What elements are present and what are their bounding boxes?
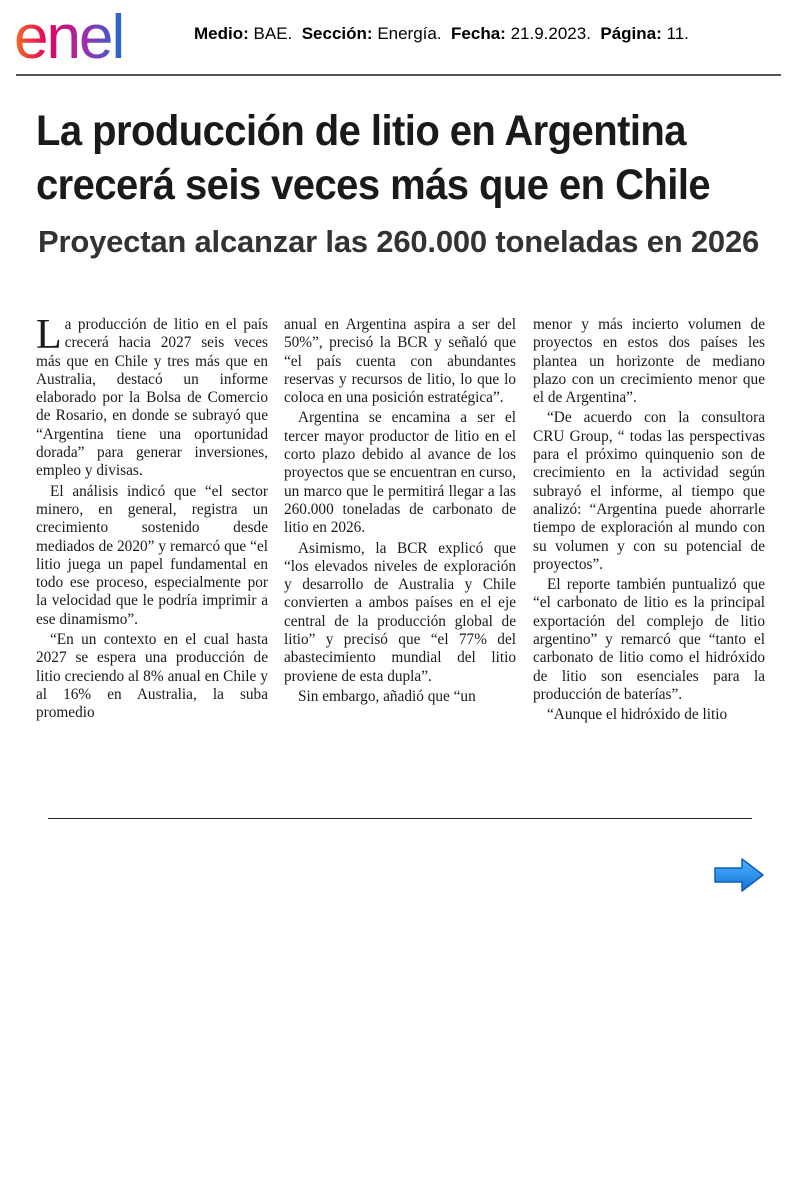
- medio-label: Medio:: [194, 24, 249, 43]
- paragraph: menor y más incierto volumen de proyectos en estos dos países les plantea un horizonte de mediano plazo con un crecimiento menor que el de Argentina”.: [533, 316, 765, 407]
- arrow-right-icon[interactable]: [712, 856, 766, 894]
- seccion-label: Sección:: [301, 24, 373, 43]
- paragraph: El análisis indicó que “el sector minero, en general, registra un crecimiento sostenido desde mediados de 2020” y remarcó que “el litio juega un papel fundamental en todo ese proceso, especialmente por la velocidad que le podría imprimir a ese dinamismo”.: [36, 482, 268, 628]
- seccion-value: Energía.: [377, 24, 442, 43]
- article-headline: [36, 104, 724, 212]
- article-column-2: [284, 316, 516, 708]
- page-header: [0, 0, 800, 76]
- paragraph: “Aunque el hidróxido de litio: [547, 706, 728, 724]
- paragraph: Asimismo, la BCR explicó que “los elevados niveles de exploración y desarrollo de Australia y Chile convierten a ambos países en el eje central de la producción global de litio” y precisó que “el 77% del abastecimiento mundial del litio proviene de esta dupla”.: [284, 539, 516, 685]
- pagina-value: 11.: [666, 24, 689, 43]
- medio-value: BAE.: [253, 24, 293, 43]
- article-column-3: [533, 316, 765, 727]
- logo-text: enel: [14, 6, 124, 66]
- fecha-label: Fecha:: [451, 24, 506, 43]
- paragraph: El reporte también puntualizó que “el carbonato de litio es la principal exportación del complejo de litio argentino” y remarcó que “tanto el carbonato de litio como el hidróxido de litio son esenciales para la producción de baterías”.: [533, 576, 765, 703]
- headline-line-1: La producción de litio en Argentina: [36, 107, 686, 155]
- paragraph: La producción de litio en el país crecerá hacia 2027 seis veces más que en Chile y tres más que en Australia, destacó un informe elaborado por la Bolsa de Comercio de Rosario, en donde se subrayó que “Argentina tiene una oportunidad dorada” para generar inversiones, empleo y divisas.: [36, 312, 268, 480]
- article-subheadline: Proyectan alcanzar las 260.000 toneladas en 2026: [38, 224, 760, 259]
- document-meta: [194, 24, 689, 44]
- paragraph: anual en Argentina aspira a ser del 50%”, precisó la BCR y señaló que “el país cuenta con abundantes reservas y recursos de litio, lo que lo coloca en una posición estratégica”.: [284, 316, 516, 407]
- header-divider: [16, 74, 781, 76]
- drop-cap: L: [36, 312, 62, 358]
- paragraph: “En un contexto en el cual hasta 2027 se espera una producción de litio creciendo al 8% anual en Chile y al 16% en Australia, la suba promedio: [36, 631, 268, 722]
- paragraph: Argentina se encamina a ser el tercer mayor productor de litio en el corto plazo debido al avance de los proyectos que se encuentran en curso, un marco que le permitirá llegar a las 260.000 toneladas de carbonato de litio en 2026.: [284, 409, 516, 537]
- fecha-value: 21.9.2023.: [510, 24, 591, 43]
- article-column-1: [36, 312, 268, 725]
- article-bottom-divider: [48, 818, 752, 819]
- paragraph: “De acuerdo con la consultora CRU Group, “ todas las perspectivas para el próximo quinquenio son de crecimiento en la actividad según subrayó el informe, al tiempo que analizó: “Argentina puede ahorrarle tiempo de exploración al mundo con su volumen y con su potencial de proyectos”.: [533, 409, 765, 573]
- pagina-label: Página:: [600, 24, 662, 43]
- headline-line-2: crecerá seis veces más que en Chile: [36, 161, 711, 209]
- paragraph: Sin embargo, añadió que “un: [298, 687, 476, 705]
- enel-logo: [14, 6, 180, 66]
